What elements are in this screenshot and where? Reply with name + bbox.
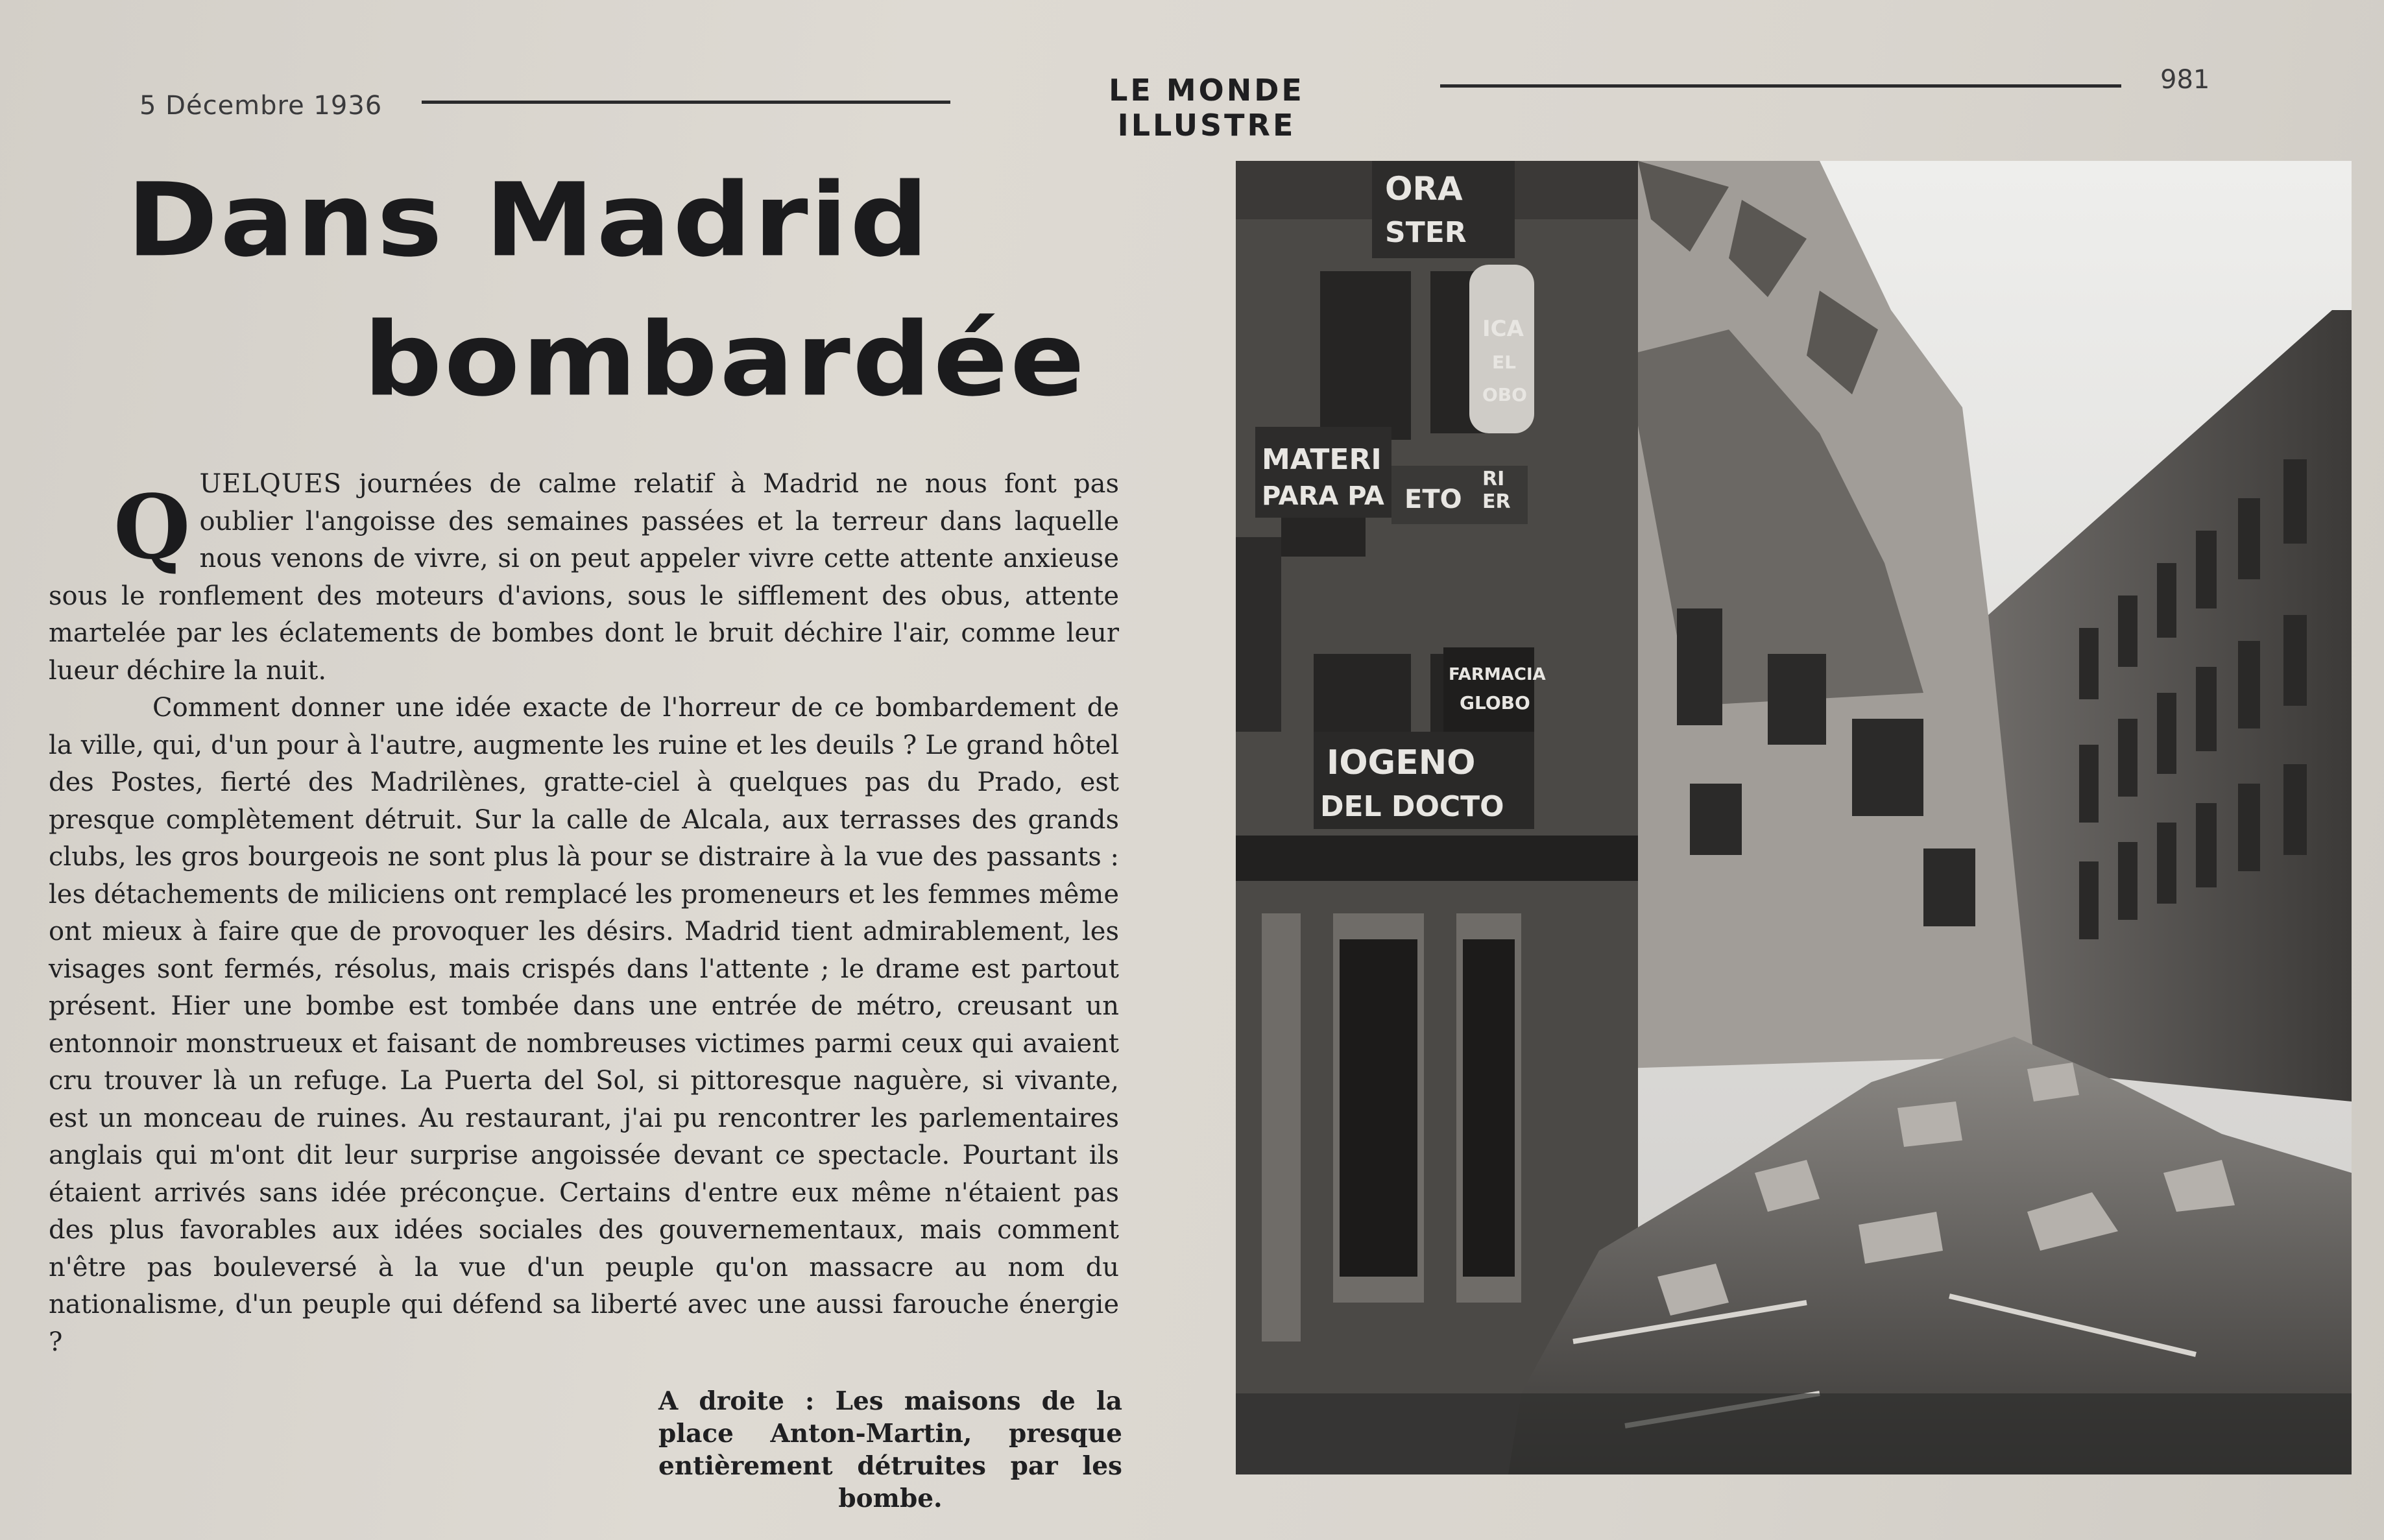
svg-text:MATERI: MATERI [1262,443,1382,476]
bombed-buildings-photo [1236,161,2352,1474]
header-rule-left [422,101,950,104]
drop-cap: Q [114,475,191,579]
issue-date: 5 Décembre 1936 [139,91,383,121]
svg-text:STER: STER [1385,216,1467,249]
svg-text:ETO: ETO [1404,485,1462,514]
headline-line-2: bombardée [363,300,1087,420]
svg-text:OBO: OBO [1482,384,1527,405]
svg-text:FARMACIA: FARMACIA [1449,665,1546,684]
publication-title: LE MONDE ILLUSTRE [1109,73,1305,143]
photo-caption: A droite : Les maisons de la place Anton-Martin, presque entièrement détruites par les bombe. [658,1386,1122,1513]
svg-text:ER: ER [1482,490,1511,513]
lead-smallcaps: UELQUES [199,469,343,499]
svg-text:RI: RI [1482,468,1505,490]
headline-line-1: Dans Madrid [126,161,931,280]
page-number: 981 [2160,65,2210,95]
header-rule-right [1440,84,2121,88]
article-paragraph-1 [49,466,1119,690]
svg-text:PARA PA: PARA PA [1262,481,1384,511]
paragraph-1-text: journées de calme relatif à Madrid ne nous font pas oublier l'angoisse des semaines passées et la terreur dans laquelle nous venons de vivre, si on peut appeler vivre cette attente anxieuse sous le ronflement des moteurs d'avions, sous le sifflement des obus, attente martelée par les éclatements de bombes dont le bruit déchire l'air, comme leur lueur déchire la nuit. [49,469,1119,686]
svg-text:DEL DOCTO: DEL DOCTO [1320,790,1504,823]
svg-text:GLOBO: GLOBO [1460,692,1530,714]
article-body [49,466,1119,1361]
article-paragraph-2: Comment donner une idée exacte de l'horreur de ce bombardement de la ville, qui, d'un pour à l'autre, augmente les ruine et les deuils ? Le grand hôtel des Postes, fierté des Madrilènes, gratte-ciel à quelques pas du Prado, est presque complètement détruit. Sur la calle de Alcala, aux terrasses des grands clubs, les gros bourgeois ne sont plus là pour se distraire à la vue des passants : les détachements de miliciens ont remplacé les promeneurs et les femmes même ont mieux à faire que de provoquer les désirs. Madrid tient admirablement, les visages sont fermés, résolus, mais crispés dans l'attente ; le drame est partout présent. Hier une bombe est tombée dans une entrée de métro, creusant un entonnoir monstrueux et faisant de nombreuses victimes parmi ceux qui avaient cru trouver là un refuge. La Puerta del Sol, si pittoresque naguère, si vivante, est un monceau de ruines. Au restaurant, j'ai pu rencontrer les parlementaires anglais qui m'ont dit leur surprise angoissée devant ce spectacle. Pourtant ils étaient arrivés sans idée préconçue. Certains d'entre eux même n'étaient pas des plus favorables aux idées sociales des gouvernementaux, mais comment n'être pas bouleversé à la vue d'un peuple qu'on massacre au nom du nationalisme, d'un peuple qui défend sa liberté avec une aussi farouche énergie ? [49,693,1119,1357]
svg-text:ICA: ICA [1482,316,1524,342]
svg-text:IOGENO: IOGENO [1327,743,1476,782]
svg-text:ORA: ORA [1385,170,1463,208]
svg-text:EL: EL [1492,352,1516,373]
